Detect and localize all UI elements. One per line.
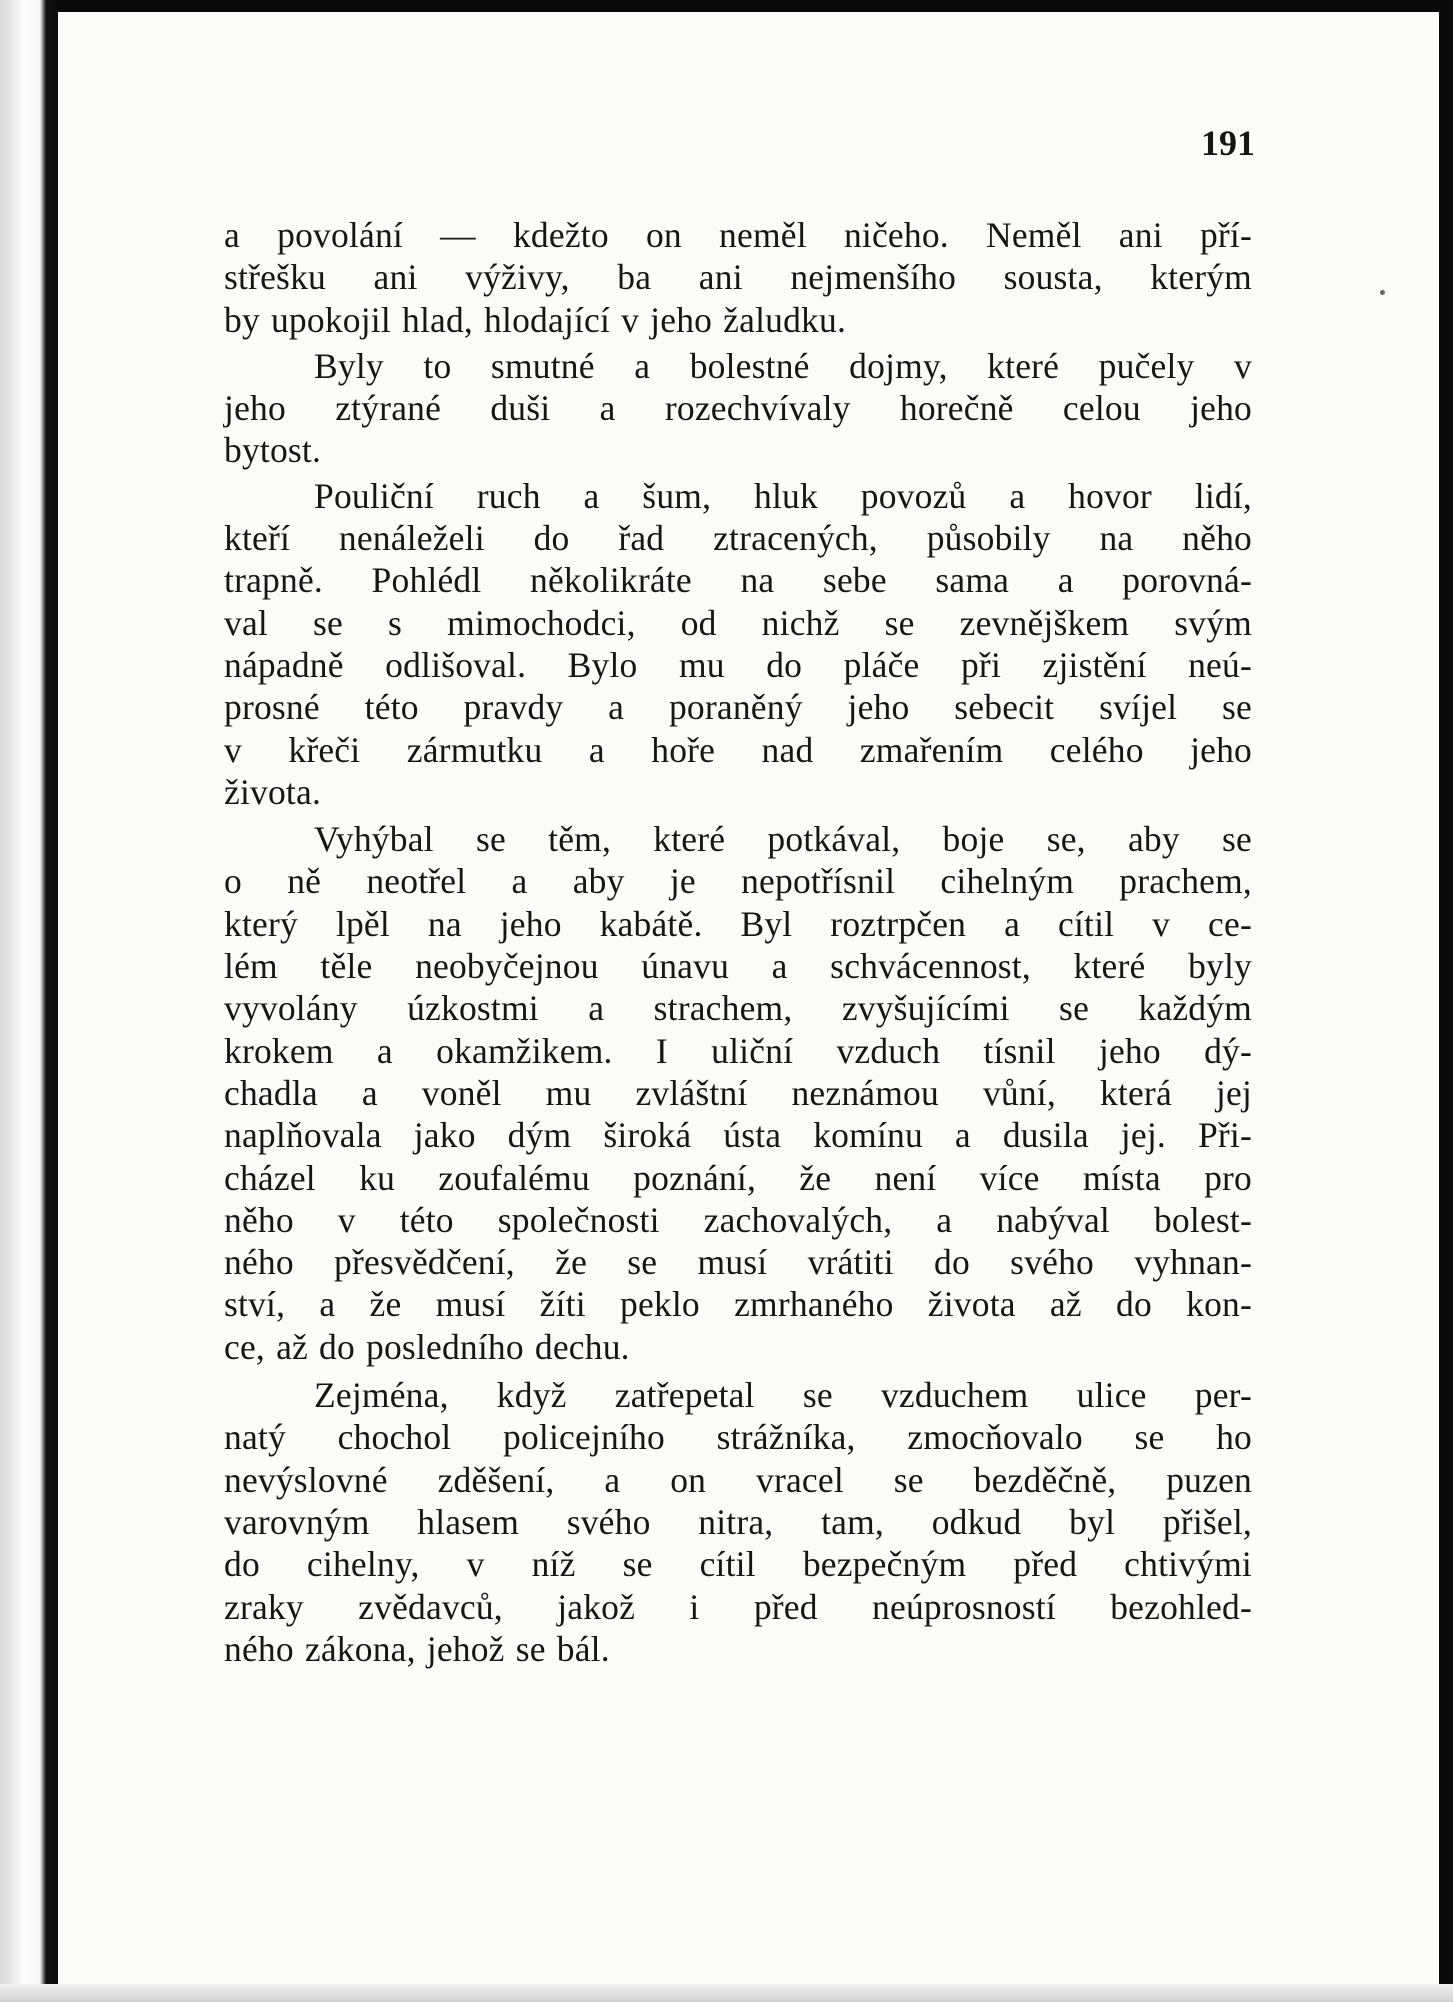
text-line: střešku ani výživy, ba ani nejmenšího sousta, kterým: [224, 257, 1252, 298]
text-line: života.: [224, 771, 322, 812]
text-line: Byly to smutné a bolestné dojmy, které pučely v: [314, 345, 1252, 386]
text-line: cházel ku zoufalému poznání, že není více místa pro: [224, 1157, 1252, 1198]
text-line: do cihelny, v níž se cítil bezpečným před chtivými: [224, 1544, 1252, 1585]
paragraph: [224, 214, 1252, 341]
text-line: ství, a že musí žíti peklo zmrhaného života až do kon-: [224, 1284, 1252, 1325]
body-text: [224, 214, 1252, 1670]
scan-top-edge: [0, 0, 1453, 12]
text-line: který lpěl na jeho kabátě. Byl roztrpčen a cítil v ce-: [224, 903, 1252, 944]
text-line: ce, až do posledního dechu.: [224, 1326, 630, 1367]
paragraph: [224, 475, 1252, 813]
text-line: val se s mimochodci, od nichž se zevnějškem svým: [224, 602, 1252, 643]
text-line: o ně neotřel a aby je nepotřísnil cihelným prachem,: [224, 861, 1252, 902]
text-line: vyvolány úzkostmi a strachem, zvyšujícími se každým: [224, 988, 1252, 1029]
text-line: v křeči zármutku a hoře nad zmařením celého jeho: [224, 729, 1252, 770]
text-line: naplňovala jako dým široká ústa komínu a dusila jej. Při-: [224, 1115, 1252, 1156]
paragraph: [224, 345, 1252, 472]
text-line: by upokojil hlad, hlodající v jeho žaludku.: [224, 299, 847, 340]
text-line: Zejména, když zatřepetal se vzduchem ulice per-: [314, 1375, 1252, 1416]
text-line: jeho ztýrané duši a rozechvívaly horečně celou jeho: [224, 388, 1252, 429]
text-line: kteří nenáleželi do řad ztracených, působily na něho: [224, 518, 1252, 559]
text-line: varovným hlasem svého nitra, tam, odkud byl přišel,: [224, 1501, 1252, 1542]
ink-speck: [1380, 290, 1385, 295]
text-line: Vyhýbal se těm, které potkával, boje se, aby se: [314, 819, 1252, 860]
scan-bottom-edge: [0, 1984, 1453, 2002]
text-line: Pouliční ruch a šum, hluk povozů a hovor lidí,: [314, 475, 1252, 516]
text-line: zraky zvědavců, jakož i před neúprosností bezohled-: [224, 1586, 1252, 1627]
text-line: lém těle neobyčejnou únavu a schvácennost, které byly: [224, 946, 1252, 987]
text-line: ného přesvědčení, že se musí vrátiti do svého vyhnan-: [224, 1242, 1252, 1283]
paragraph: [224, 818, 1252, 1368]
text-line: chadla a voněl mu zvláštní neznámou vůní, která jej: [224, 1072, 1252, 1113]
scan-left-edge: [0, 0, 58, 2002]
page-number: 191: [1201, 123, 1255, 163]
text-line: a povolání — kdežto on neměl ničeho. Neměl ani pří-: [224, 215, 1252, 255]
text-line: trapně. Pohlédl několikráte na sebe sama a porovná-: [224, 560, 1252, 601]
text-line: nevýslovné zděšení, a on vracel se bezděčně, puzen: [224, 1459, 1252, 1500]
text-line: bytost.: [224, 430, 322, 471]
text-line: natý chochol policejního strážníka, zmocňovalo se ho: [224, 1417, 1252, 1458]
text-line: prosné této pravdy a poraněný jeho sebecit svíjel se: [224, 687, 1252, 728]
scan-right-edge: [1439, 0, 1453, 2002]
text-line: nápadně odlišoval. Bylo mu do pláče při zjistění neú-: [224, 644, 1252, 685]
paragraph: [224, 1374, 1252, 1670]
text-line: krokem a okamžikem. I uliční vzduch tísnil jeho dý-: [224, 1030, 1252, 1071]
text-line: ného zákona, jehož se bál.: [224, 1628, 610, 1669]
text-line: něho v této společnosti zachovalých, a nabýval bolest-: [224, 1199, 1252, 1240]
